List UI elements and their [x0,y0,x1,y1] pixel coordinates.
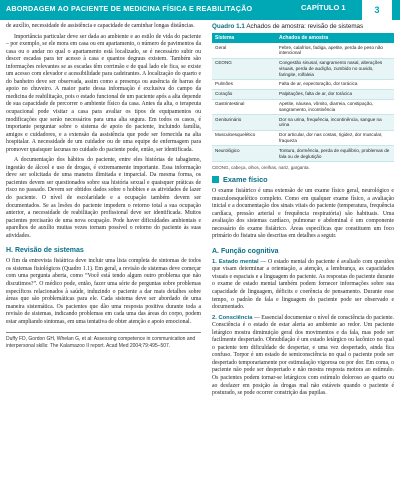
table-footnote: CEONG, cabeça, olhos, orelhas, nariz, garganta. [212,164,310,170]
table-cell: Dor na urina, frequência, incontinência, sangue na urina [276,115,394,131]
chapter-label: CAPÍTULO 1 [301,3,346,12]
quadro-label: Quadro 1.1 [212,23,245,30]
section-marker-icon [212,176,219,183]
running-title: ABORDAGEM AO PACIENTE DE MEDICINA FÍSICA E REABILITAÇÃO [6,4,253,13]
table-cell: Febre, calafrios, fadiga, apetite, perda de peso não intencional [276,43,394,58]
table-header: Achados de amostra [276,33,394,43]
table-cell: Congestão sinusal, sangramento nasal, alterações visuais, perda de audição, zumbido no ouvido, faringite, rolfaleia [276,58,394,79]
table-header-row [212,33,394,43]
table-cell: Neurológico [212,146,276,162]
table-cell: Tontura, dormência, perda de equilíbrio, problemas de fala ou de deglutição [276,146,394,162]
table-row [212,130,394,146]
right-column [212,23,394,401]
table-row [212,115,394,131]
item-lead: 1. Estado mental [212,258,259,265]
paragraph: A documentação dos hábitos do paciente, entre eles histórias de tabagismo, ingestão de álcool e uso de drogas, é extremamente importante. Essa informação deve ser solicitada de uma maneira ilimitada e imparcial. Da mesma forma, os pacientes devem ser questionados sobre sua história sexual e quaisquer práticas de risco no passado. Devem ser obtidos dados sobre o hobbies e as atividades de lazer do paciente. O nível de escolaridade e a ocupação também devem ser documentados. Se as lesões do paciente impedem o retorno total a sua ocupação anterior, a necessidade de reabilitação profissional deve ser identificada. Muitos pacientes precisarão de uma nova ocupação. Pode haver dificuldades ambientais e aparelhos de auxílio muitas vezes tornam possível o retorno do paciente às suas atividades. [6,157,201,239]
page-header [0,0,400,20]
table-row [212,89,394,99]
table-cell: Geral [212,43,276,58]
table-row [212,99,394,115]
paragraph: O exame fisiátrico é uma extensão de um exame físico geral, neurológico e musculoesquelético completo. Como em qualquer exame físico, a avaliação inicial e a documentação dos sinais vitais do paciente (temperatura, frequência cardíaca, pressão arterial e frequência respiratória) são habituais. Uma avaliação dos sistemas cardíaco, pulmonar e abdominal é um componente necessário do exame fisiátrico. Áreas específicas que constituem um foco primário do fisiatra são descritas em detalhes a seguir. [212,187,394,240]
quadro-title [212,23,394,30]
item-text: — O estado mental do paciente é avaliado com questões que visam determinar a orientação, a atenção, a lembrança, as capacidades visuais e espaciais e a linguagem do paciente. As respostas do paciente durante o exame de estado mental também podem fornecer informações sobre sua capacidade de linguagem, déficits e coerência de pensamento. Durante esse tempo, o padrão de fala e linguagem do paciente pode ser observado e documentado. [212,258,395,311]
paragraph: de auxílio, necessidade de assistência e capacidade de caminhar longas distâncias. [6,23,195,29]
paragraph: Importância particular deve ser dada ao ambiente e ao estilo de vida do paciente – por exemplo, se ele mora em casa ou em apartamento, o número de pavimentos da casa ou o andar no qual o apartamento está localizado, se é necessário subir ou descer escadas para ter acesso à casa e quantos degraus existem. Também são informações relevantes se as escadas têm corrimão e de qual lado ele fica, se existe um acesso com elevador e acessibilidade para cadeirantes. A localização do quarto e do banheiro deve ser observada, assim como a presença ou ausência de barras de apoio no chuveiro. A maior parte dessa informação é exclusiva do campo da medicina de reabilitação, pois o estado funcional de um paciente após a alta depende de sua capacidade de percorrer o ambiente físico da casa. Antes da alta, o terapeuta ocupacional pode visitar a casa para avaliar os tipos de equipamentos ou modificações que serão necessários para uma alta segura. Em todos os casos, é importante perguntar sobre o sistema de apoio do paciente, incluindo família, amigos e cuidadores, e a extensão da assistência que pode ser fornecida na alta hospitalar. A necessidade de um cuidador ou de uma equipe de enfermagem para promover quaisquer lacunas no cuidado do paciente pode, então, ser identificada. [6,33,201,153]
table-cell: Musculoesquelético [212,130,276,146]
item-lead: 2. Consciência [212,314,253,321]
table-row [212,79,394,89]
table-cell: Dor articular, dor nas costas, rigidez, dor muscular, fraqueza [276,130,394,146]
section-heading-h: H. Revisão de sistemas [6,247,84,255]
table-cell: CEONG [212,58,276,79]
table-cell: Apetite, náusea, vômito, diarreia, constipação, sangramento, incontinência [276,99,394,115]
page-number: 3 [362,0,392,20]
paragraph: O fim da entrevista fisiátrica deve incluir uma lista completa de sintomas de todos os sistemas fisiológicos (Quadro 1.1). Em geral, a revisão de sistemas deve começar com uma pergunta aberta, como “Você está tendo algum outro problema que não discutimos?”. O médico pode, então, fazer uma série de perguntas sobre problemas específicos relacionados à saúde, induzindo o paciente a dar mais detalhes sobre áreas que são problemáticas para ele. Cada sistema deve ser abordado de uma maneira sistemática. Os pacientes que dão uma resposta positiva durante toda a revisão de sistemas, indicando problemas em cada uma das áreas do corpo, podem estar ampliando sintomas, em uma tentativa de obter atenção e apoio emocional. [6,258,201,325]
review-of-systems-table [212,33,394,162]
quadro-caption: Achados de amostra: revisão de sistemas [246,23,364,30]
table-row [212,43,394,58]
section-heading-exam: Exame físico [223,174,268,184]
left-column [6,23,201,349]
table-header: Sistema [212,33,276,43]
paragraph [212,315,394,398]
section-heading-a: A. Função cognitiva [212,247,279,255]
table-cell: Pulmões [212,79,276,89]
paragraph [212,259,394,312]
table-row [212,146,394,162]
table-cell: Geniturinário [212,115,276,131]
table-cell: Falta de ar, expectoração, dor torácica [276,79,394,89]
table-cell: Gastrintestinal [212,99,276,115]
table-cell: Palpitações, falta de ar, dor torácica [276,89,394,99]
table-row [212,58,394,79]
item-text: — Essencial documentar o nível de consciência do paciente. Consciência é o estado de estar alerta ao ambiente ao redor. Um paciente letárgico mostra diminuição geral dos movimentos e da fala, mas pode ser facilmente despertado. Obnubilação é um estado letárgico ou lacônico no qual o paciente tem dificuldade de despertar, e uma vez despertado, ainda fica confuso. Torpor é um estado de semiconsciência no qual o paciente pode ser despertado temporariamente por estimulação vigorosa ou por dor. Em coma, o paciente não pode ser despertado e não mostra resposta motora ao estímulo. Os pacientes podem tornar-se letárgicos com estímulo doloroso ao quarto ou ao desfazer em posição às drogas mal não estáveis quando o paciente é posturado, se pode ocorrer constrição das pupilas. [212,314,394,397]
table-cell: Coração [212,89,276,99]
reference: Duffy FD, Gordon GH, Whelan G, et al: Assessing competence in communication and interpersonal skills: The Kalamazoo II report. Acad Med 2004;79:495–507. [6,332,201,349]
exam-heading-row [212,175,394,184]
